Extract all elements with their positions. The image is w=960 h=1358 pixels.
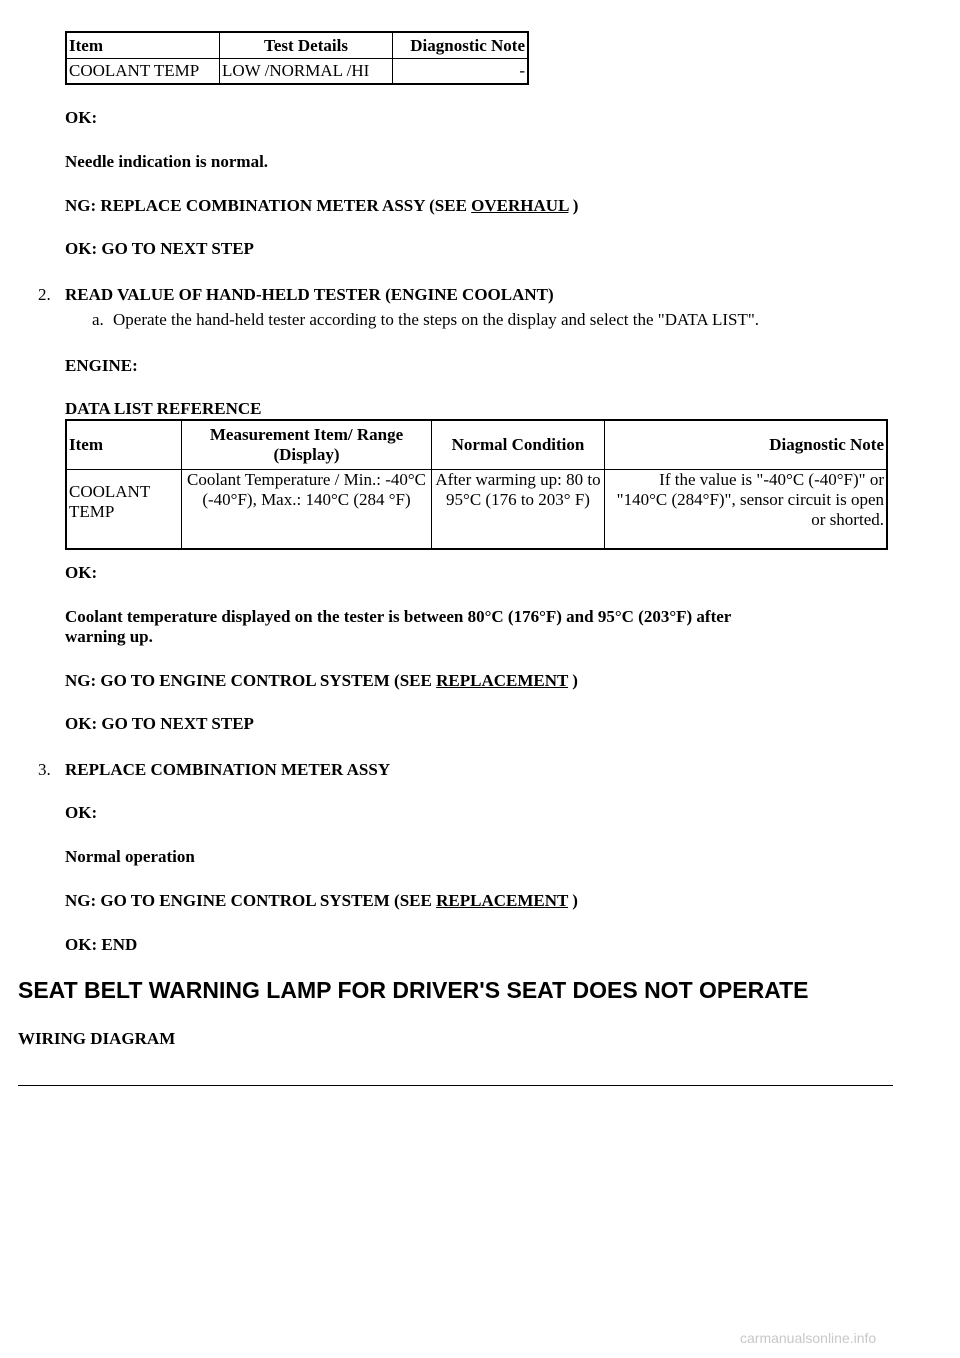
table-cell: LOW /NORMAL /HI	[220, 59, 393, 85]
data-list-label: DATA LIST REFERENCE	[65, 399, 262, 418]
horizontal-divider	[18, 1085, 893, 1086]
table-cell: If the value is "-40°C (-40°F)" or "140°C (284°F)", sensor circuit is open or shorted.	[605, 470, 888, 550]
section-subheading: WIRING DIAGRAM	[18, 1029, 176, 1048]
table-cell: After warming up: 80 to 95°C (176 to 203° F)	[432, 470, 605, 550]
table-cell: COOLANT TEMP	[66, 59, 220, 85]
ok-end: OK: END	[65, 935, 138, 954]
table-header-row	[66, 420, 887, 470]
overhaul-link[interactable]: OVERHAUL	[471, 196, 569, 215]
table-header-row	[66, 32, 528, 59]
ok-next-step: OK: GO TO NEXT STEP	[65, 239, 254, 258]
table-cell: COOLANT TEMP	[66, 470, 182, 550]
engine-label: ENGINE:	[65, 356, 138, 375]
column-header: Diagnostic Note	[605, 420, 888, 470]
substep-text: Operate the hand-held tester according to the steps on the display and select the "DATA LIST".	[113, 310, 760, 329]
step-title: REPLACE COMBINATION METER ASSY	[65, 760, 391, 779]
substep-letter: a.	[92, 310, 104, 329]
column-header: Normal Condition	[432, 420, 605, 470]
ng-instruction	[65, 196, 578, 216]
table-cell: -	[393, 59, 529, 85]
ok-label: OK:	[65, 563, 98, 582]
ng-instruction	[65, 671, 578, 691]
section-heading: SEAT BELT WARNING LAMP FOR DRIVER'S SEAT DOES NOT OPERATE	[18, 977, 809, 1003]
ng-text: NG: REPLACE COMBINATION METER ASSY (SEE	[65, 196, 472, 215]
ok-description: Needle indication is normal.	[65, 152, 269, 171]
ng-text: NG: GO TO ENGINE CONTROL SYSTEM (SEE	[65, 671, 437, 690]
ok-label: OK:	[65, 108, 98, 127]
ng-suffix: )	[568, 196, 579, 215]
table-row	[66, 470, 887, 550]
ng-suffix: )	[568, 891, 578, 910]
data-list-table	[65, 419, 888, 550]
ng-instruction	[65, 891, 578, 911]
watermark: carmanualsonline.info	[740, 1330, 877, 1346]
ok-description: Normal operation	[65, 847, 195, 866]
ok-description-cont: warning up.	[65, 627, 153, 646]
column-header: Item	[66, 420, 182, 470]
column-header: Item	[66, 32, 220, 59]
replacement-link[interactable]: REPLACEMENT	[436, 671, 569, 690]
ok-label: OK:	[65, 803, 98, 822]
ok-next-step: OK: GO TO NEXT STEP	[65, 714, 254, 733]
ng-suffix: )	[568, 671, 578, 690]
ng-text: NG: GO TO ENGINE CONTROL SYSTEM (SEE	[65, 891, 437, 910]
column-header: Diagnostic Note	[393, 32, 529, 59]
ok-description: Coolant temperature displayed on the tester is between 80°C (176°F) and 95°C (203°F) after	[65, 607, 732, 626]
replacement-link[interactable]: REPLACEMENT	[436, 891, 569, 910]
column-header: Test Details	[220, 32, 393, 59]
table-cell: Coolant Temperature / Min.: -40°C (-40°F), Max.: 140°C (284 °F)	[182, 470, 432, 550]
step-number: 2.	[38, 285, 51, 304]
test-details-table	[65, 31, 529, 85]
table-row	[66, 59, 528, 85]
step-title: READ VALUE OF HAND-HELD TESTER (ENGINE COOLANT)	[65, 285, 554, 304]
column-header: Measurement Item/ Range (Display)	[182, 420, 432, 470]
step-number: 3.	[38, 760, 51, 779]
